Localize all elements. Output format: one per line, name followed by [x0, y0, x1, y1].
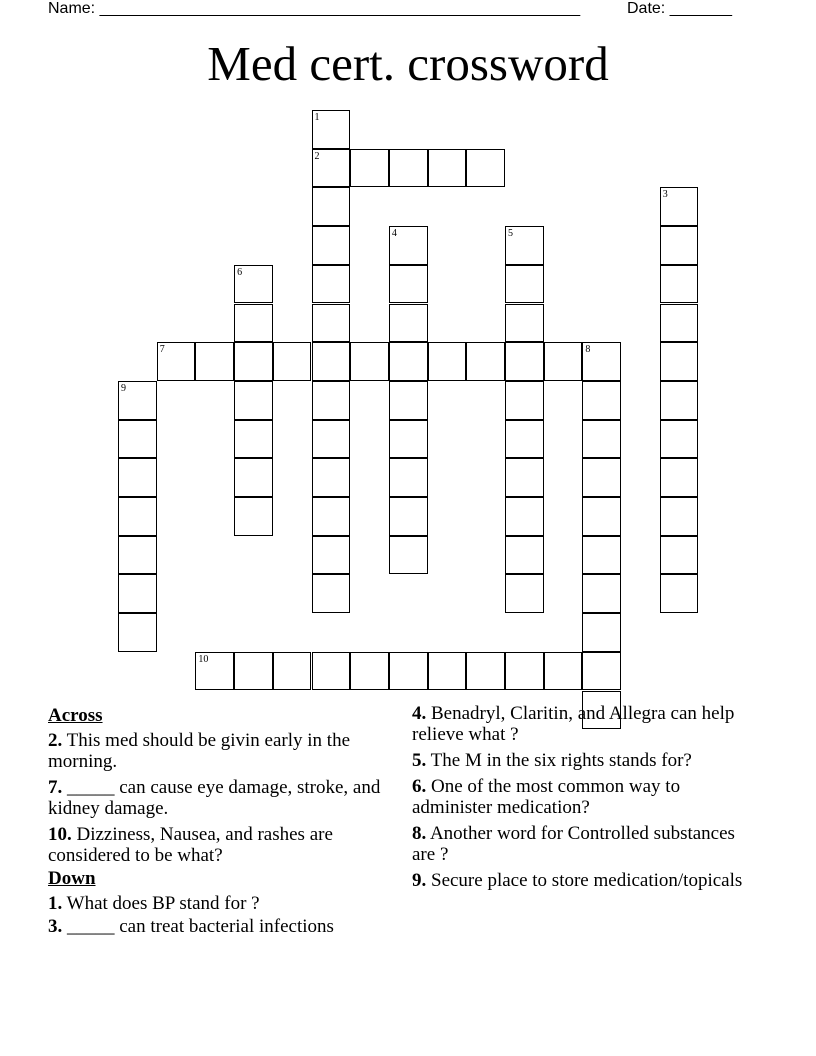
clues-column-right — [412, 703, 762, 896]
grid-cell[interactable] — [389, 420, 428, 459]
grid-cell[interactable] — [312, 342, 351, 381]
grid-cell[interactable] — [312, 187, 351, 226]
grid-cell[interactable] — [466, 652, 505, 691]
clue-down-9 — [412, 870, 762, 891]
clue-down-5 — [412, 750, 762, 771]
grid-cell[interactable] — [660, 226, 699, 265]
grid-cell[interactable] — [273, 342, 312, 381]
grid-cell[interactable] — [660, 574, 699, 613]
grid-cell[interactable] — [312, 304, 351, 343]
clue-number: 6. — [412, 776, 427, 797]
clue-number: 7. — [48, 777, 63, 798]
grid-cell[interactable] — [505, 342, 544, 381]
clue-number: 4. — [412, 703, 427, 724]
clue-number: 10. — [48, 824, 72, 845]
name-line: Name: ______________________________________________________ — [48, 0, 581, 17]
clue-number: 1. — [48, 893, 63, 914]
grid-cell[interactable] — [234, 652, 273, 691]
grid-cell[interactable] — [350, 149, 389, 188]
grid-cell[interactable] — [350, 342, 389, 381]
grid-cell[interactable] — [505, 497, 544, 536]
clue-across-7 — [48, 777, 388, 819]
grid-cell[interactable] — [234, 304, 273, 343]
grid-cell[interactable] — [312, 497, 351, 536]
grid-cell[interactable] — [118, 497, 157, 536]
clue-number: 2. — [48, 730, 63, 751]
clues-column-left — [48, 703, 388, 942]
clue-text: Benadryl, Claritin, and Allegra can help relieve what ? — [412, 703, 735, 745]
clue-text: Dizziness, Nausea, and rashes are considered to be what? — [48, 824, 333, 866]
grid-cell[interactable] — [582, 420, 621, 459]
grid-cell[interactable] — [505, 420, 544, 459]
grid-cell[interactable] — [234, 342, 273, 381]
clue-number-label: 3 — [662, 189, 668, 201]
grid-cell[interactable] — [312, 458, 351, 497]
grid-cell[interactable] — [312, 420, 351, 459]
grid-cell[interactable] — [582, 574, 621, 613]
grid-cell[interactable] — [389, 149, 428, 188]
clue-down-4 — [412, 703, 762, 745]
grid-cell[interactable] — [428, 652, 467, 691]
grid-cell[interactable] — [234, 497, 273, 536]
grid-cell[interactable] — [466, 149, 505, 188]
clue-number-label: 6 — [237, 266, 243, 278]
clue-across-10 — [48, 824, 388, 866]
grid-cell[interactable] — [544, 342, 583, 381]
date-line: Date: _______ — [627, 0, 732, 17]
grid-cell[interactable] — [660, 304, 699, 343]
grid-cell[interactable] — [660, 458, 699, 497]
grid-cell[interactable] — [118, 574, 157, 613]
grid-cell[interactable] — [312, 574, 351, 613]
grid-cell[interactable] — [389, 458, 428, 497]
clue-number-label: 9 — [121, 382, 126, 394]
grid-cell[interactable] — [389, 497, 428, 536]
clue-text: This med should be givin early in the morning. — [48, 730, 351, 772]
page-title: Med cert. crossword — [207, 36, 609, 91]
grid-cell[interactable] — [312, 536, 351, 575]
clue-down-3 — [48, 916, 388, 937]
grid-cell[interactable] — [428, 149, 467, 188]
clue-text: _____ can treat bacterial infections — [62, 916, 334, 937]
grid-cell[interactable] — [660, 536, 699, 575]
grid-cell[interactable] — [428, 342, 467, 381]
grid-cell[interactable] — [660, 381, 699, 420]
grid-cell[interactable] — [660, 342, 699, 381]
grid-cell[interactable] — [505, 381, 544, 420]
grid-cell[interactable] — [505, 652, 544, 691]
grid-cell[interactable] — [660, 265, 699, 304]
grid-cell[interactable] — [312, 381, 351, 420]
grid-cell[interactable] — [582, 652, 621, 691]
grid-cell[interactable] — [582, 497, 621, 536]
clue-down-1 — [48, 893, 388, 914]
clue-number-label: 4 — [391, 228, 397, 240]
grid-cell[interactable] — [660, 497, 699, 536]
grid-cell[interactable] — [234, 458, 273, 497]
clue-number-label: 1 — [314, 112, 320, 123]
clue-number-label: 7 — [159, 344, 165, 356]
down-heading: Down — [48, 868, 96, 889]
clue-text: _____ can cause eye damage, stroke, and kidney damage. — [48, 777, 381, 819]
clue-down-8 — [412, 823, 762, 865]
clue-number: 8. — [412, 823, 427, 844]
grid-cell[interactable] — [312, 652, 351, 691]
grid-cell[interactable] — [389, 536, 428, 575]
clue-down-6 — [412, 776, 762, 818]
grid-cell[interactable] — [273, 652, 312, 691]
grid-cell[interactable] — [582, 381, 621, 420]
grid-cell[interactable] — [389, 342, 428, 381]
grid-cell[interactable] — [660, 420, 699, 459]
clue-text: One of the most common way to administer medication? — [412, 776, 681, 818]
clue-number-label: 10 — [198, 653, 209, 665]
grid-cell[interactable] — [582, 458, 621, 497]
clue-number-label: 8 — [585, 344, 591, 356]
clue-text: Another word for Controlled substances are ? — [412, 823, 735, 865]
grid-cell[interactable] — [505, 458, 544, 497]
clue-number: 3. — [48, 916, 63, 937]
grid-cell[interactable] — [505, 265, 544, 304]
grid-cell[interactable] — [505, 574, 544, 613]
clue-number-label: 5 — [508, 228, 513, 240]
clue-text: Secure place to store medication/topicals — [426, 870, 743, 891]
grid-cell[interactable] — [466, 342, 505, 381]
grid-cell[interactable] — [234, 420, 273, 459]
grid-cell[interactable] — [544, 652, 583, 691]
grid-cell[interactable] — [389, 265, 428, 304]
grid-cell[interactable] — [312, 226, 351, 265]
clue-number: 5. — [412, 750, 427, 771]
grid-cell[interactable] — [118, 420, 157, 459]
clue-number-label: 2 — [314, 150, 320, 162]
grid-cell[interactable] — [389, 304, 428, 343]
grid-cell[interactable] — [505, 304, 544, 343]
across-heading: Across — [48, 705, 103, 726]
grid-cell[interactable] — [234, 381, 273, 420]
grid-cell[interactable] — [505, 536, 544, 575]
grid-cell[interactable] — [312, 265, 351, 304]
clue-text: What does BP stand for ? — [62, 893, 260, 914]
grid-cell[interactable] — [389, 381, 428, 420]
grid-cell[interactable] — [118, 458, 157, 497]
grid-cell[interactable] — [350, 652, 389, 691]
grid-cell[interactable] — [582, 536, 621, 575]
grid-cell[interactable] — [118, 536, 157, 575]
clue-text: The M in the six rights stands for? — [426, 750, 692, 771]
clue-across-2 — [48, 730, 388, 772]
clue-number: 9. — [412, 870, 427, 891]
grid-cell[interactable] — [389, 652, 428, 691]
grid-cell[interactable] — [195, 342, 234, 381]
grid-cell[interactable] — [582, 613, 621, 652]
grid-cell[interactable] — [118, 613, 157, 652]
